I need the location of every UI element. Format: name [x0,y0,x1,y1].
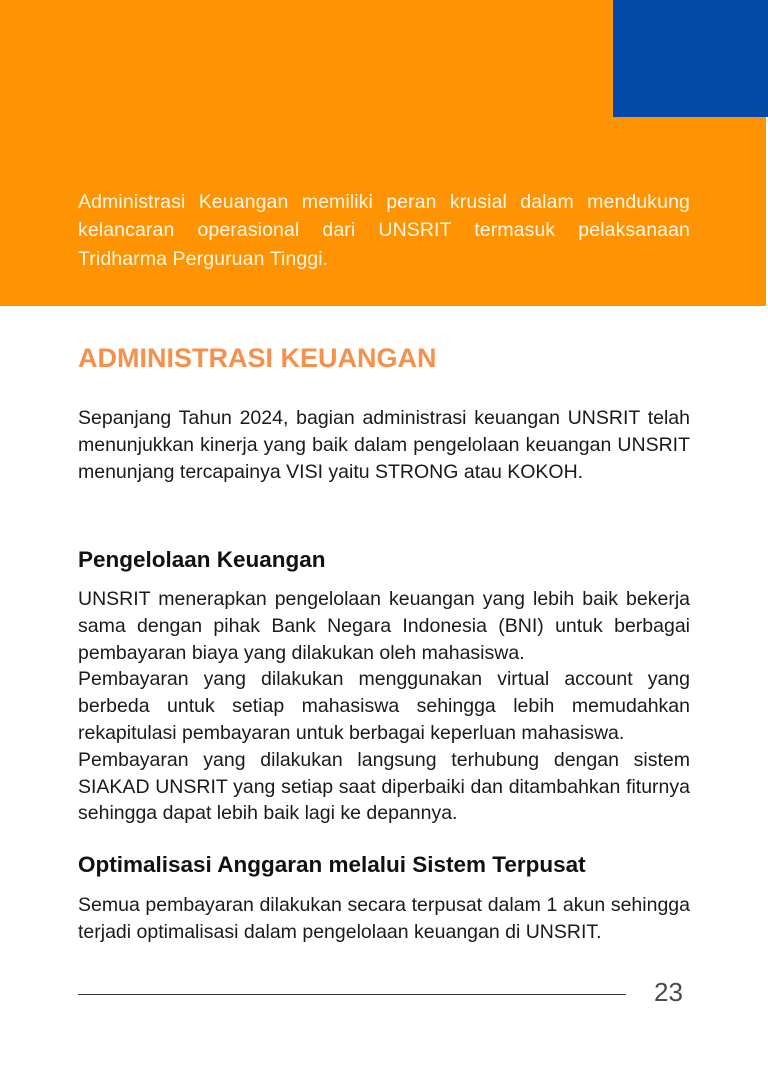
paragraph: UNSRIT menerapkan pengelolaan keuangan yang lebih baik bekerja sama dengan pihak Bank Negara Indonesia (BNI) untuk berbagai pembayaran biaya yang dilakukan oleh mahasiswa. [78,588,690,664]
page-number: 23 [654,977,683,1007]
banner-intro-text: Administrasi Keuangan memiliki peran krusial dalam mendukung kelancaran operasional dari UNSRIT termasuk pelaksanaan Tridharma Perguruan Tinggi. [78,190,690,270]
paragraph: Pembayaran yang dilakukan menggunakan virtual account yang berbeda untuk setiap mahasiswa sehingga lebih memudahkan rekapitulasi pembayaran untuk berbagai keperluan mahasiswa. [78,668,690,744]
section-title: ADMINISTRASI KEUANGAN [78,343,437,373]
paragraph: Semua pembayaran dilakukan secara terpusat dalam 1 akun sehingga terjadi optimalisasi dalam pengelolaan keuangan di UNSRIT. [78,894,690,943]
section-intro-paragraph: Sepanjang Tahun 2024, bagian administrasi keuangan UNSRIT telah menunjukkan kinerja yang baik dalam pengelolaan keuangan UNSRIT menunjang tercapainya VISI yaitu STRONG atau KOKOH. [78,407,690,483]
subsection-heading-optimalisasi: Optimalisasi Anggaran melalui Sistem Terpusat [78,852,586,877]
subsection-body-pengelolaan [78,586,690,827]
subsection-body-optimalisasi [78,892,690,946]
paragraph: Pembayaran yang dilakukan langsung terhubung dengan sistem SIAKAD UNSRIT yang setiap saat diperbaiki dan ditambahkan fiturnya sehingga dapat lebih baik lagi ke depannya. [78,748,690,825]
subsection-heading-pengelolaan: Pengelolaan Keuangan [78,547,326,572]
footer-divider [78,994,626,995]
accent-square [613,0,768,117]
